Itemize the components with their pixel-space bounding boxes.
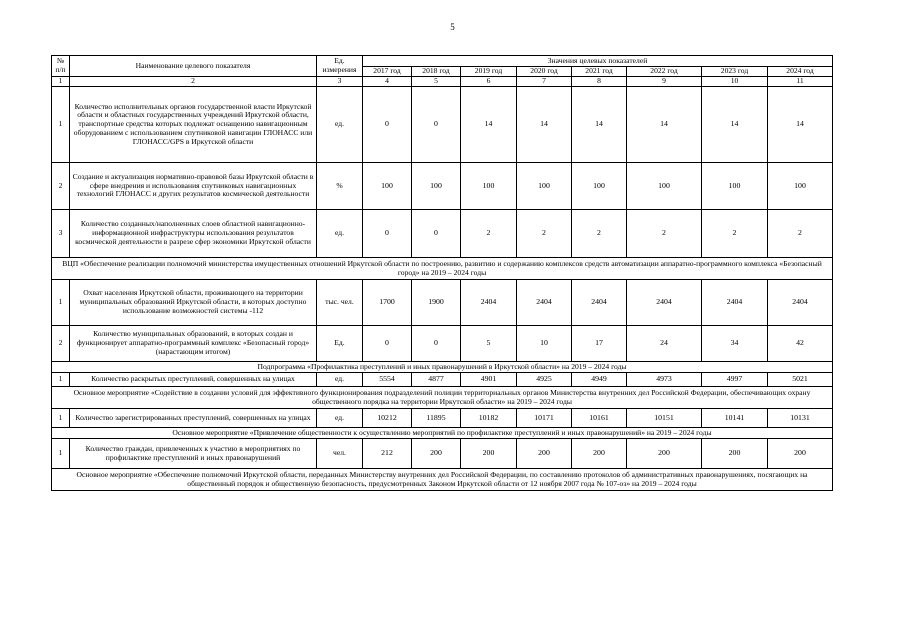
indicator-value: 10151 [627,409,702,428]
indicator-value: 10182 [461,409,517,428]
indicator-value: 0 [363,87,412,163]
indicator-value: 0 [363,326,412,362]
row-number: 1 [52,280,70,326]
header-year: 2020 год [517,67,572,77]
unit: ед. [317,210,363,258]
header-year: 2019 год [461,67,517,77]
indicator-name: Количество муниципальных образований, в которых создан и функционирует аппаратно-программный комплекс «Безопасный город» (нарастающим итогом) [70,326,317,362]
indicator-value: 10212 [363,409,412,428]
table-row [52,87,833,163]
table-body [52,87,833,491]
indicator-value: 2404 [627,280,702,326]
unit: чел. [317,439,363,469]
header-year: 2021 год [572,67,627,77]
indicator-value: 1900 [412,280,461,326]
indicator-value: 4877 [412,373,461,387]
indicator-value: 200 [461,439,517,469]
indicator-value: 14 [572,87,627,163]
header-column-number: 8 [572,77,627,87]
indicator-value: 10 [517,326,572,362]
row-number: 1 [52,87,70,163]
indicator-name: Создание и актуализация нормативно-правовой базы Иркутской области в сфере внедрения и использования спутниковых навигационных технологий ГЛОНАСС и других результатов космической деятельности [70,163,317,210]
table-row [52,326,833,362]
indicator-value: 2 [572,210,627,258]
table-row [52,409,833,428]
unit: Ед. [317,326,363,362]
indicator-value: 4949 [572,373,627,387]
header-column-number: 1 [52,77,70,87]
indicator-value: 2 [461,210,517,258]
indicator-value: 2 [768,210,833,258]
section-title-row [52,387,833,409]
indicator-value: 5554 [363,373,412,387]
indicator-value: 17 [572,326,627,362]
indicator-value: 100 [572,163,627,210]
indicator-value: 100 [412,163,461,210]
indicator-value: 100 [627,163,702,210]
header-year: 2018 год [412,67,461,77]
indicator-value: 2404 [768,280,833,326]
indicator-name: Охват населения Иркутской области, проживающего на территории муниципальных образований Иркутской области, в которых доступно использование возможностей системы -112 [70,280,317,326]
table-row [52,439,833,469]
indicator-value: 2404 [702,280,768,326]
header-values-title: Значения целевых показателей [363,56,833,67]
row-number: 1 [52,409,70,428]
indicator-value: 0 [412,326,461,362]
table-row [52,210,833,258]
indicator-value: 4925 [517,373,572,387]
header-year: 2024 год [768,67,833,77]
indicator-value: 14 [768,87,833,163]
indicator-name: Количество раскрытых преступлений, совершенных на улицах [70,373,317,387]
section-title: Основное мероприятие «Обеспечение полномочий Иркутской области, переданных Министерству внутренних дел Российской Федерации, по составлению протоколов об административных правонарушениях, посягающих на общественный порядок и общественную безопасность, предусмотренных Законом Иркутской области от 12 ноября 2007 года № 107-оз» на 2019 – 2024 годы [52,469,833,491]
indicator-value: 2404 [572,280,627,326]
header-year: 2023 год [702,67,768,77]
header-column-number: 10 [702,77,768,87]
unit: тыс. чел. [317,280,363,326]
target-indicators-table [51,55,833,491]
header-column-number: 4 [363,77,412,87]
indicator-value: 34 [702,326,768,362]
header-column-number: 7 [517,77,572,87]
indicator-value: 2404 [517,280,572,326]
header-column-number: 11 [768,77,833,87]
indicator-value: 11895 [412,409,461,428]
table-header [52,56,833,87]
indicator-value: 200 [517,439,572,469]
indicator-name: Количество исполнительных органов государственной власти Иркутской области и областных государственных учреждений Иркутской области, транспортные средства которых подлежат оснащению навигационным оборудованием с использованием спутниковой навигации ГЛОНАСС или ГЛОНАСС/GPS в Иркутской области [70,87,317,163]
indicator-name: Количество граждан, привлеченных к участию в мероприятиях по профилактике преступлений и иных правонарушений [70,439,317,469]
unit: ед. [317,373,363,387]
indicator-value: 14 [517,87,572,163]
indicator-value: 14 [627,87,702,163]
header-column-number: 6 [461,77,517,87]
unit: % [317,163,363,210]
row-number: 2 [52,163,70,210]
table-row [52,163,833,210]
indicator-value: 14 [461,87,517,163]
indicator-value: 4901 [461,373,517,387]
section-title: Основное мероприятие «Содействие в создании условий для эффективного функционирования подразделений полиции территориальных органов Министерства внутренних дел Российской Федерации, обеспечивающих охрану общественного порядка на территории Иркутской области» на 2019 – 2024 годы [52,387,833,409]
header-column-number: 9 [627,77,702,87]
header-column-number: 5 [412,77,461,87]
indicator-value: 200 [768,439,833,469]
section-title: ВЦП «Обеспечение реализации полномочий министерства имущественных отношений Иркутской области по построению, развитию и содержанию комплексов средств автоматизации аппаратно-программного комплекса «Безопасный город» на 2019 – 2024 годы [52,258,833,280]
indicator-value: 10161 [572,409,627,428]
indicator-value: 4997 [702,373,768,387]
indicator-value: 100 [702,163,768,210]
table-row [52,373,833,387]
indicator-value: 5 [461,326,517,362]
indicator-value: 10131 [768,409,833,428]
header-year: 2022 год [627,67,702,77]
header-year: 2017 год [363,67,412,77]
unit: ед. [317,409,363,428]
indicator-value: 10141 [702,409,768,428]
indicator-value: 200 [572,439,627,469]
section-title-row [52,469,833,491]
indicator-value: 4973 [627,373,702,387]
indicator-value: 212 [363,439,412,469]
indicator-value: 42 [768,326,833,362]
section-title: Подпрограмма «Профилактика преступлений и иных правонарушений в Иркутской области» на 2019 – 2024 годы [52,362,833,373]
indicator-name: Количество зарегистрированных преступлений, совершенных на улицах [70,409,317,428]
row-number: 2 [52,326,70,362]
indicator-value: 2 [627,210,702,258]
indicator-value: 2404 [461,280,517,326]
indicator-name: Количество созданных/наполненных слоев областной навигационно-информационной инфраструктуры использования результатов космической деятельности в разрезе сфер экономики Иркутской области [70,210,317,258]
section-title-row [52,362,833,373]
page-number: 5 [450,22,455,32]
indicator-value: 0 [412,210,461,258]
indicator-value: 0 [363,210,412,258]
header-column-number: 3 [317,77,363,87]
indicator-value: 1700 [363,280,412,326]
indicator-value: 5021 [768,373,833,387]
indicator-value: 2 [517,210,572,258]
unit: ед. [317,87,363,163]
header-indicator-name: Наименование целевого показателя [70,56,317,77]
indicator-value: 100 [363,163,412,210]
indicator-value: 200 [702,439,768,469]
header-column-number: 2 [70,77,317,87]
indicator-value: 200 [412,439,461,469]
indicator-value: 24 [627,326,702,362]
indicator-value: 100 [461,163,517,210]
row-number: 1 [52,373,70,387]
indicator-value: 2 [702,210,768,258]
indicator-value: 200 [627,439,702,469]
indicator-value: 10171 [517,409,572,428]
section-title-row [52,258,833,280]
row-number: 1 [52,439,70,469]
table-row [52,280,833,326]
indicator-value: 100 [768,163,833,210]
header-column-numbers-row [52,77,833,87]
header-number: № п/п [52,56,70,77]
row-number: 3 [52,210,70,258]
indicator-value: 14 [702,87,768,163]
indicator-value: 100 [517,163,572,210]
section-title-row [52,428,833,439]
indicator-value: 0 [412,87,461,163]
section-title: Основное мероприятие «Привлечение общественности к осуществлению мероприятий по профилактике преступлений и иных правонарушений» на 2019 – 2024 годы [52,428,833,439]
header-unit: Ед. измерения [317,56,363,77]
